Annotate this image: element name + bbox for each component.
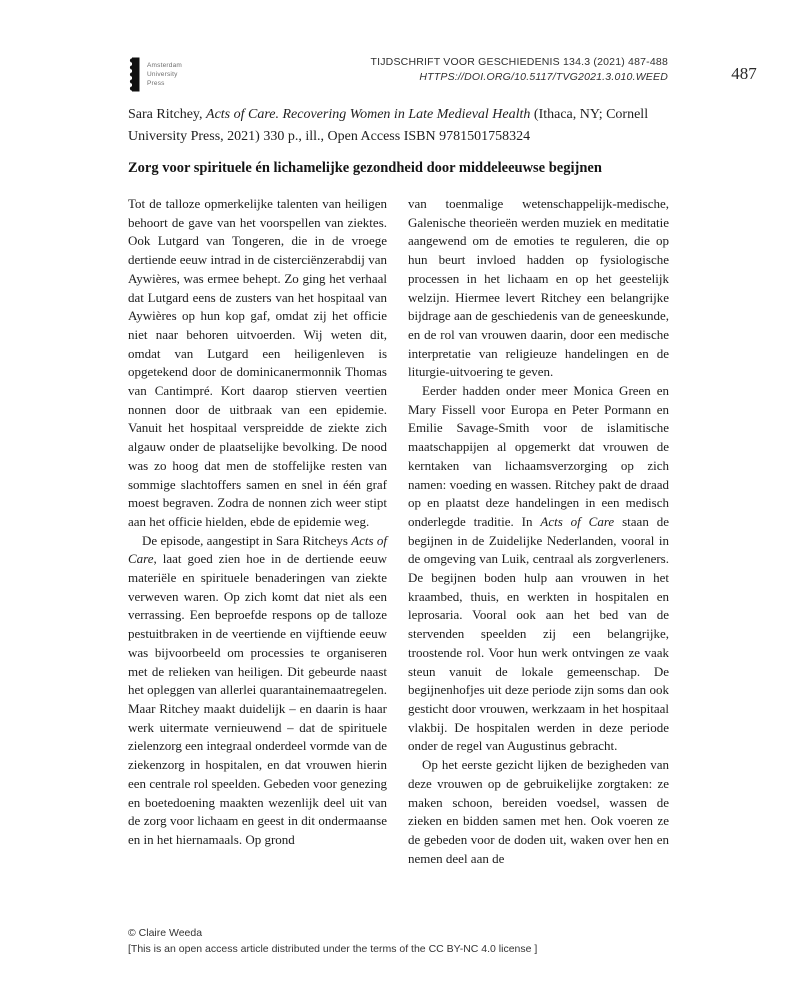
body-paragraph: van toenmalige wetenschappelijk-medische, Galenische theorieën werden muziek en meditatie aangewend om de emoties te reguleren, die op hun beurt invloed hadden op fysiologische processen in het lichaam en op het geestelijk welzijn. Hiermee levert Ritchey een belangrijke bijdrage aan de geschiedenis van de geneeskunde, en de rol van vrouwen daarin, door een medische interpretatie van religieuze handelingen en de liturgie-uitvoering te geven. [408,196,669,380]
page-number: 487 [731,64,757,83]
body-paragraph: Op het eerste gezicht lijken de bezigheden van deze vrouwen op de gebruikelijke zorgtaken: ze maken schoon, bereiden voedsel, wassen de zieken en bidden samen met hen. Ook voeren ze de gebeden voor de doden uit, waken over hen en nemen deel aan de [408,757,669,866]
publisher-logo [128,57,182,92]
book-citation: Sara Ritchey, Acts of Care. Recovering Women in Late Medieval Health (Ithaca, NY; Cornell University Press, 2021) 330 p., ill., Open Access ISBN 9781501758324 [128,107,649,144]
left-column [128,195,387,923]
doi-link[interactable]: HTTPS://DOI.ORG/10.5117/TVG2021.3.010.WEED [419,71,668,83]
review-title: Zorg voor spirituele én lichamelijke gezondheid door middeleeuwse begijnen [128,160,602,176]
publisher-name-line3: Press [147,80,165,87]
body-paragraph: Eerder hadden onder meer Monica Green en Mary Fissell voor Europa en Peter Pormann en Emilie Savage-Smith voor de islamitische maatschappijen al opgemerkt dat vrouwen de kerntaken van lichaamsverzorging op zich namen: voeding en wassen. Ritchey pakt de draad op en plaatst deze handelingen in een medisch onderlegde traditie. In Acts of Care staan de begijnen in de Zuidelijke Nederlanden, vooral in de omgeving van Luik, centraal als zorgverleners. De begijnen boden hulp aan vrouwen in het kraambed, thuis, en werkten in hospitalen en leprosaria. Vooral ook aan het bed van de stervenden speelden zij een belangrijke, troostende rol. Voor hun werk ontvingen ze vaak steun vanuit de lokale gemeenschap. De begijnenhofjes uit deze periode zijn soms dan ook gesticht door vrouwen, werkzaam in het hospitaal vlakbij. De hospitalen werden in deze periode onder de regel van Augustinus gebracht. [408,383,669,754]
journal-header [300,55,668,85]
publisher-name [147,57,182,88]
body-paragraph: De episode, aangestipt in Sara Ritcheys Acts of Care, laat goed zien hoe in de dertiende eeuw materiële en spirituele benaderingen van ziekte verweven waren. Op zich komt dat niet als een verrassing. Een beproefde respons op de talloze pestuitbraken in de veertiende en vijftiende eeuw was bijvoorbeeld om processies te organiseren met de relieken van heiligen. Dit gebeurde naast het opleggen van allerlei quarantainemaatregelen. Maar Ritchey maakt duidelijk – en daarin is haar werk uitermate vernieuwend – dat de spirituele zielenzorg een integraal onderdeel vormde van de ziekenzorg in hospitalen, en dat vrouwen hierin een centrale rol speelden. Gebeden voor genezing en boetedoening maakten wezenlijk deel uit van de zorg voor lichaam en geest in dit ondermaanse en in het hiernamaals. Op grond [128,532,387,847]
aup-logo-icon [128,57,141,92]
copyright-line: © Claire Weeda [128,927,203,939]
journal-citation-line: TIJDSCHRIFT VOOR GESCHIEDENIS 134.3 (2021) 487-488 [370,56,668,68]
body-columns [128,195,669,923]
publisher-name-line1: Amsterdam [147,62,183,69]
publisher-name-line2: University [147,71,178,78]
body-paragraph: Tot de talloze opmerkelijke talenten van heiligen behoort de gave van het voorspellen van ziektes. Ook Lutgard van Tongeren, die in de vroege dertiende eeuw intrad in de cisterciënzerabdij van Aywières, was ermee behept. Zo ging het verhaal dat Lutgard eens de zusters van het hospitaal van Aywières op hun kop gaf, omdat zij het officie niet naar behoren uitvoerden. Wij weten dit, omdat van Lutgard een heiligenleven is opgetekend door de dominicanermonnik Thomas van Cantimpré. Kort daarop stierven veertien nonnen door de uitbraak van een epidemie. Vanuit het hospitaal verspreidde de ziekte zich algauw onder de plaatselijke bevolking. De nood was zo hoog dat men de stoffelijke resten van sommige slachtoffers samen en snel in één graf moest begraven. Zodra de nonnen zich weer stipt aan het officie hielden, ebde de epidemie weg. [128,196,387,529]
license-line: [This is an open access article distributed under the terms of the CC BY-NC 4.0 license ] [128,942,538,955]
page-footer [128,926,688,957]
right-column [408,195,669,923]
